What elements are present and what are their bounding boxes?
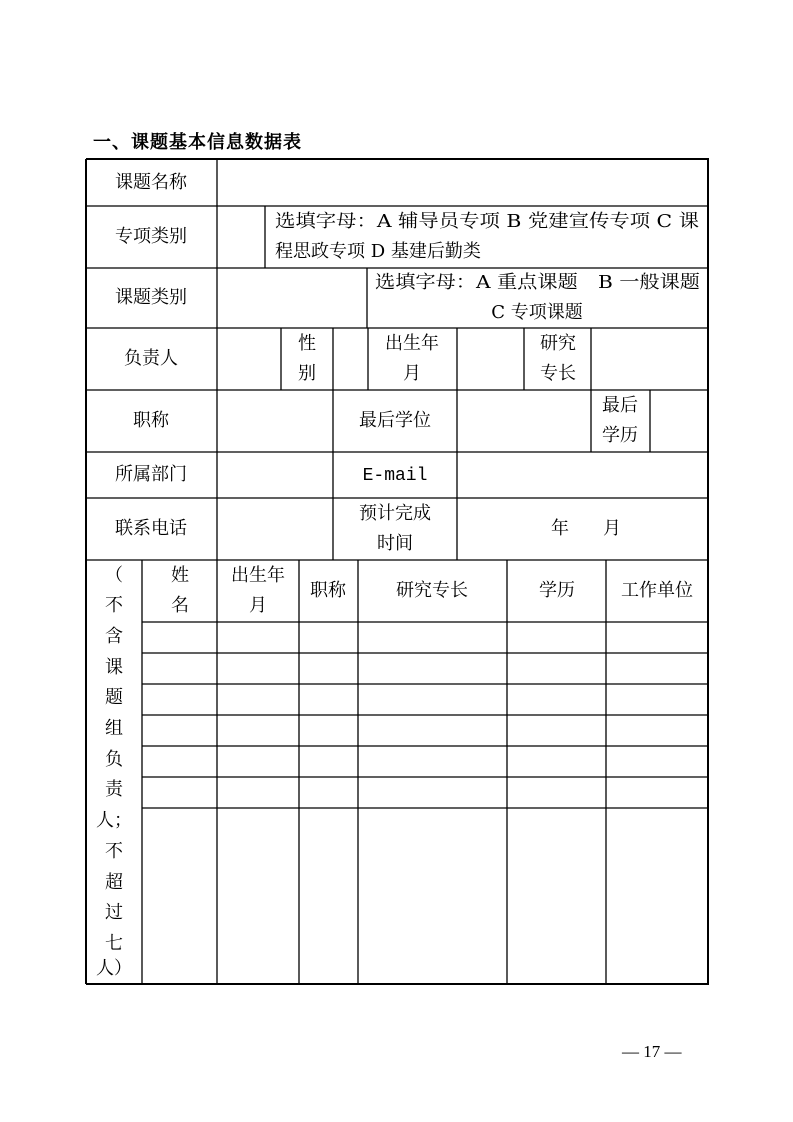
special-category-note-line1: 选填字母：A 辅导员专项 B 党建宣传专项 C 课 <box>275 211 699 232</box>
phone-input[interactable] <box>218 498 333 560</box>
last-education-label-line2: 学历 <box>602 425 638 446</box>
side-note-char: 责 <box>105 779 123 800</box>
member-name-header-line1: 姓 <box>171 565 189 586</box>
title-label: 职称 <box>133 410 169 431</box>
section-heading: 一、课题基本信息数据表 <box>93 132 302 153</box>
page-number: — 17 — <box>622 1042 682 1061</box>
last-degree-input[interactable] <box>457 390 591 452</box>
gender-label-line2: 别 <box>298 363 316 384</box>
side-note-char: 不 <box>105 595 123 616</box>
side-note-char: 课 <box>105 657 123 678</box>
side-note-char: （ <box>105 565 123 586</box>
member-name-header-line2: 名 <box>171 595 189 616</box>
research-specialty-label-line2: 专长 <box>540 363 576 384</box>
side-note-char: 人） <box>96 958 132 979</box>
last-degree-label: 最后学位 <box>359 410 431 431</box>
side-note-char: 负 <box>105 749 123 770</box>
gender-input[interactable] <box>333 328 368 390</box>
member-title-header: 职称 <box>310 580 346 601</box>
member-specialty-header: 研究专长 <box>396 580 468 601</box>
side-note-char: 超 <box>105 872 123 893</box>
department-label: 所属部门 <box>115 464 187 485</box>
side-note-char: 不 <box>105 841 123 862</box>
topic-category-note-line2: C 专项课题 <box>491 302 583 323</box>
members-table-body[interactable] <box>142 622 708 984</box>
topic-category-note-line1: 选填字母：A 重点课题 B 一般课题 <box>375 272 700 293</box>
birth-input[interactable] <box>457 328 524 390</box>
members-side-note <box>96 565 132 979</box>
leader-label: 负责人 <box>124 348 178 369</box>
topic-name-label: 课题名称 <box>115 172 187 193</box>
year-label: 年 <box>551 518 569 539</box>
special-category-input[interactable] <box>218 206 265 268</box>
title-input[interactable] <box>218 390 333 452</box>
expected-completion-label-line2: 时间 <box>377 533 413 554</box>
expected-completion-label-line1: 预计完成 <box>359 503 431 524</box>
member-education-header: 学历 <box>539 580 575 601</box>
last-education-label-line1: 最后 <box>602 395 638 416</box>
side-note-char: 题 <box>105 687 123 708</box>
side-note-char: 含 <box>105 626 123 647</box>
birth-label-line1: 出生年 <box>385 333 439 354</box>
phone-label: 联系电话 <box>115 518 187 539</box>
research-specialty-label-line1: 研究 <box>540 333 576 354</box>
last-education-input[interactable] <box>650 390 708 452</box>
side-note-char: 组 <box>105 718 123 739</box>
side-note-char: 七 <box>105 933 123 954</box>
month-label: 月 <box>603 518 621 539</box>
side-note-char: 过 <box>105 902 123 923</box>
member-birth-header-line2: 月 <box>249 595 267 616</box>
expected-completion-input[interactable] <box>457 498 708 560</box>
gender-label-line1: 性 <box>298 333 316 354</box>
member-workplace-header: 工作单位 <box>621 580 693 601</box>
email-input[interactable] <box>457 452 708 498</box>
topic-category-label: 课题类别 <box>115 287 187 308</box>
leader-input[interactable] <box>218 328 281 390</box>
topic-name-input[interactable] <box>218 160 708 206</box>
department-input[interactable] <box>218 452 333 498</box>
member-birth-header-line1: 出生年 <box>231 565 285 586</box>
research-specialty-input[interactable] <box>592 328 708 390</box>
topic-category-input[interactable] <box>218 268 367 328</box>
special-category-note-line2: 程思政专项 D 基建后勤类 <box>275 241 481 262</box>
special-category-label: 专项类别 <box>115 226 187 247</box>
birth-label-line2: 月 <box>403 363 421 384</box>
email-label: E-mail <box>362 465 428 486</box>
side-note-char: 人； <box>96 810 132 831</box>
